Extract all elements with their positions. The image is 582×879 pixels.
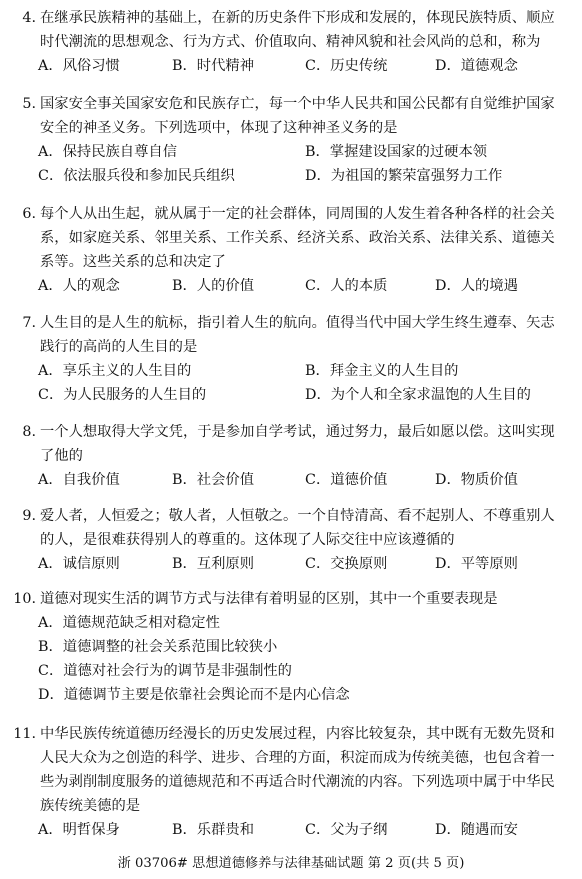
question-number: 4. [22, 10, 36, 26]
option-c: C．依法服兵役和参加民兵组织 [38, 168, 235, 184]
question-number: 7. [22, 315, 36, 331]
option-b: B．时代精神 [172, 58, 254, 74]
question-text: 每个人从出生起，就从属于一定的社会群体，同周围的人发生着各种各样的社会关 [40, 206, 555, 222]
question-6 [6, 202, 576, 298]
option-d: D．为祖国的繁荣富强努力工作 [305, 168, 503, 184]
option-a: A．风俗习惯 [38, 58, 120, 74]
question-9 [6, 504, 576, 576]
question-number: 6. [22, 206, 36, 222]
options-row [6, 359, 576, 383]
question-text: 了他的 [40, 448, 83, 464]
option-c: C．为人民服务的人生目的 [38, 387, 207, 403]
options-row [6, 274, 576, 298]
option-b: B．社会价值 [172, 472, 254, 488]
option-c: C．道德价值 [305, 472, 388, 488]
question-text: 的人，是很难获得别人的尊重的。这体现了人际交往中应该遵循的 [40, 532, 455, 548]
option-a: A．保持民族自尊自信 [38, 144, 177, 160]
option-a: A．明哲保身 [38, 822, 120, 838]
option-a: A．自我价值 [38, 472, 120, 488]
question-8 [6, 420, 576, 492]
option-a: A．道德规范缺乏相对稳定性 [38, 615, 220, 631]
option-d: D．随遇而安 [435, 822, 518, 838]
question-text: 道德对现实生活的调节方式与法律有着明显的区别，其中一个重要表现是 [40, 591, 498, 607]
question-text: 中华民族传统道德历经漫长的历史发展过程，内容比较复杂，其中既有无数先贤和 [40, 726, 555, 742]
question-number: 9. [22, 508, 36, 524]
option-d: D．道德观念 [435, 58, 518, 74]
question-text: 些为剥削制度服务的道德规范和不再适合时代潮流的内容。下列选项中属于中华民 [40, 774, 555, 790]
question-text: 一个人想取得大学文凭，于是参加自学考试，通过努力，最后如愿以偿。这叫实现 [40, 424, 555, 440]
option-b: B．乐群贵和 [172, 822, 254, 838]
question-text: 人民大众为之创造的科学、进步、合理的方面，积淀而成为传统美德，也包含着一 [40, 750, 555, 766]
question-number: 10. [13, 591, 36, 607]
option-c: C．交换原则 [305, 556, 388, 572]
question-5 [6, 92, 576, 188]
options-row [6, 552, 576, 576]
option-b: B．道德调整的社会关系范围比较狭小 [38, 639, 278, 655]
options-row [6, 164, 576, 188]
question-text: 爱人者，人恒爱之；敬人者，人恒敬之。一个自恃清高、看不起别人、不尊重别人 [40, 508, 555, 524]
question-number: 11. [13, 726, 36, 742]
option-a: A．享乐主义的人生目的 [38, 363, 192, 379]
page-footer: 浙 03706# 思想道德修养与法律基础试题 第 2 页(共 5 页) [117, 856, 465, 871]
option-c: C．道德对社会行为的调节是非强制性的 [38, 663, 292, 679]
question-7 [6, 311, 576, 407]
option-a: A．诚信原则 [38, 556, 120, 572]
option-d: D．人的境遇 [435, 278, 518, 294]
question-10 [6, 587, 576, 707]
options-row [6, 383, 576, 407]
options-row [6, 468, 576, 492]
options-row [6, 54, 576, 78]
options-row [6, 140, 576, 164]
question-text: 系，如家庭关系、邻里关系、工作关系、经济关系、政治关系、法律关系、道德关 [40, 230, 555, 246]
option-b: B．掌握建设国家的过硬本领 [305, 144, 488, 160]
option-c: C．历史传统 [305, 58, 388, 74]
question-text: 系等。这些关系的总和决定了 [40, 254, 226, 270]
question-text: 时代潮流的思想观念、行为方式、价值取向、精神风貌和社会风尚的总和，称为 [40, 34, 541, 50]
question-number: 8. [22, 424, 36, 440]
option-c: C．父为子纲 [305, 822, 388, 838]
question-4 [6, 6, 576, 78]
option-b: B．拜金主义的人生目的 [305, 363, 459, 379]
option-b: B．人的价值 [172, 278, 254, 294]
option-d: D．物质价值 [435, 472, 518, 488]
question-text: 在继承民族精神的基础上，在新的历史条件下形成和发展的，体现民族特质、顺应 [40, 10, 555, 26]
question-number: 5. [22, 96, 36, 112]
question-text: 践行的高尚的人生目的是 [40, 339, 198, 355]
option-d: D．道德调节主要是依靠社会舆论而不是内心信念 [38, 687, 350, 703]
option-b: B．互利原则 [172, 556, 254, 572]
option-d: D．为个人和全家求温饱的人生目的 [305, 387, 531, 403]
option-d: D．平等原则 [435, 556, 518, 572]
options-row [6, 818, 576, 842]
question-text: 国家安全事关国家安危和民族存亡，每一个中华人民共和国公民都有自觉维护国家 [40, 96, 555, 112]
option-a: A．人的观念 [38, 278, 120, 294]
question-text: 人生目的是人生的航标，指引着人生的航向。值得当代中国大学生终生遵奉、矢志 [40, 315, 555, 331]
question-text: 安全的神圣义务。下列选项中，体现了这种神圣义务的是 [40, 120, 398, 136]
question-11 [6, 722, 576, 842]
option-c: C．人的本质 [305, 278, 388, 294]
question-text: 族传统美德的是 [40, 798, 141, 814]
